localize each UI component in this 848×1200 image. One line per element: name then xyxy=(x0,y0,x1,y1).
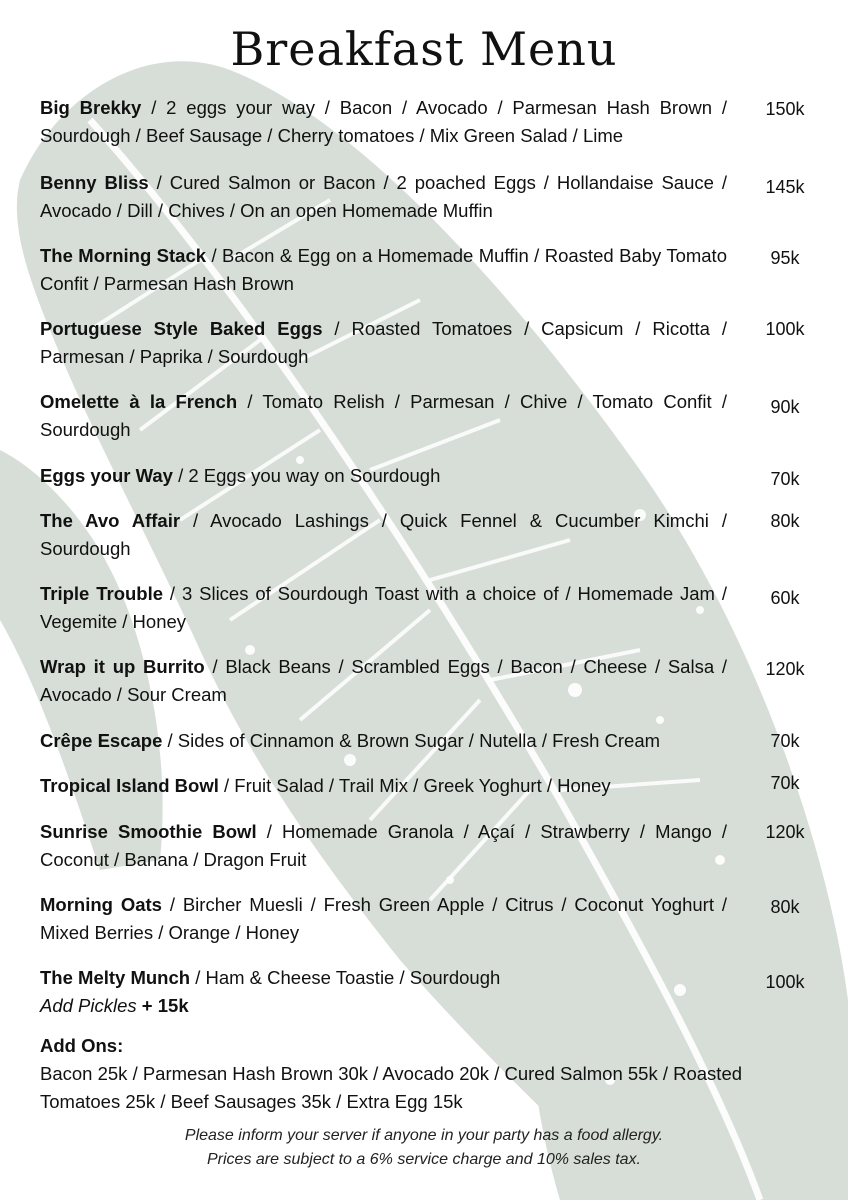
item-extra-label: Add Pickles xyxy=(40,995,137,1016)
item-name: Portuguese Style Baked Eggs xyxy=(40,318,323,339)
item-description: / Fruit Salad / Trail Mix / Greek Yoghurt / Honey xyxy=(218,775,611,796)
item-price: 120k xyxy=(765,659,805,679)
item-description: / Cured Salmon or Bacon / 2 poached Eggs / Hollandaise Sauce / Avocado / Dill / Chives / On an open Homemade Muffin xyxy=(40,172,727,221)
item-description: / 2 Eggs you way on Sourdough xyxy=(172,465,441,486)
item-price: 150k xyxy=(765,99,805,119)
item-description: / Tomato Relish / Parmesan / Chive / Tomato Confit / Sourdough xyxy=(40,391,727,440)
item-description: / Sides of Cinnamon & Brown Sugar / Nutella / Fresh Cream xyxy=(162,730,661,751)
item-price: 60k xyxy=(770,588,800,608)
item-price: 70k xyxy=(770,773,800,793)
item-price: 80k xyxy=(770,511,800,531)
item-description: / Avocado Lashings / Quick Fennel & Cucumber Kimchi / Sourdough xyxy=(40,510,727,559)
item-name: The Melty Munch xyxy=(40,967,191,988)
allergy-note: Please inform your server if anyone in your party has a food allergy. xyxy=(184,1127,664,1144)
item-name: Sunrise Smoothie Bowl xyxy=(40,821,257,842)
item-description: / Ham & Cheese Toastie / Sourdough xyxy=(190,967,501,988)
item-extra-price: + 15k xyxy=(136,995,189,1016)
item-price: 145k xyxy=(765,177,805,197)
item-name: Omelette à la French xyxy=(40,391,238,412)
item-name: Big Brekky xyxy=(40,97,142,118)
item-price: 70k xyxy=(770,731,800,751)
item-name: Wrap it up Burrito xyxy=(40,656,205,677)
item-name: Benny Bliss xyxy=(40,172,149,193)
add-ons-heading: Add Ons: xyxy=(40,1035,124,1056)
item-price: 90k xyxy=(770,397,800,417)
item-description: / Bacon & Egg on a Homemade Muffin / Roasted Baby Tomato Confit / Parmesan Hash Brown xyxy=(40,245,727,294)
item-price: 80k xyxy=(770,897,800,917)
item-name: The Avo Affair xyxy=(40,510,181,531)
item-description: / 3 Slices of Sourdough Toast with a choice of / Homemade Jam / Vegemite / Honey xyxy=(40,583,727,632)
item-price: 100k xyxy=(765,319,805,339)
item-description: / 2 eggs your way / Bacon / Avocado / Parmesan Hash Brown / Sourdough / Beef Sausage / Cherry tomatoes / Mix Green Salad / Lime xyxy=(40,97,728,146)
add-ons-section xyxy=(40,1032,812,1116)
item-price: 70k xyxy=(770,469,800,489)
charges-note: Prices are subject to a 6% service charge and 10% sales tax. xyxy=(207,1151,641,1168)
item-price: 100k xyxy=(765,972,805,992)
item-description: / Bircher Muesli / Fresh Green Apple / Citrus / Coconut Yoghurt / Mixed Berries / Orange / Honey xyxy=(40,894,727,943)
item-name: Triple Trouble xyxy=(40,583,164,604)
item-name: Morning Oats xyxy=(40,894,162,915)
item-name: Tropical Island Bowl xyxy=(40,775,219,796)
item-description: / Roasted Tomatoes / Capsicum / Ricotta / Parmesan / Paprika / Sourdough xyxy=(40,318,727,367)
item-description: / Homemade Granola / Açaí / Strawberry / Mango / Coconut / Banana / Dragon Fruit xyxy=(40,821,728,870)
item-price: 95k xyxy=(770,248,800,268)
item-description: / Black Beans / Scrambled Eggs / Bacon / Cheese / Salsa / Avocado / Sour Cream xyxy=(40,656,727,705)
item-name: Crêpe Escape xyxy=(40,730,163,751)
add-ons-list: Bacon 25k / Parmesan Hash Brown 30k / Avocado 20k / Cured Salmon 55k / Roasted Tomatoes 25k / Beef Sausages 35k / Extra Egg 15k xyxy=(40,1063,743,1112)
item-name: The Morning Stack xyxy=(40,245,207,266)
item-name: Eggs your Way xyxy=(40,465,173,486)
item-price: 120k xyxy=(765,822,805,842)
page-title: Breakfast Menu xyxy=(230,22,618,76)
